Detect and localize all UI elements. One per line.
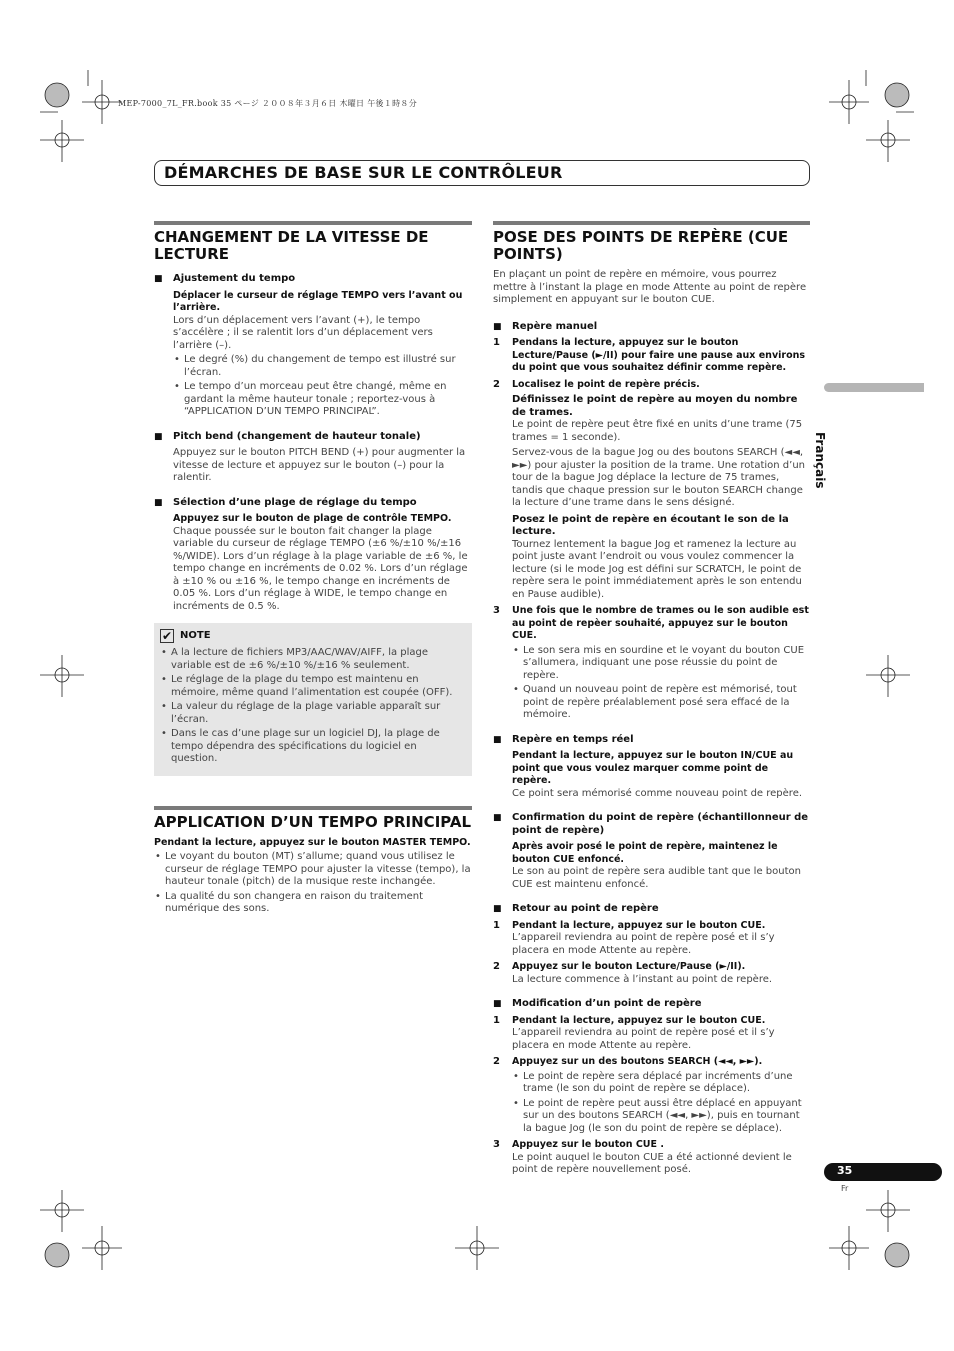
body-text: Ce point sera mémorisé comme nouveau point de repère.	[512, 787, 803, 799]
step-instruction: Appuyez sur un des boutons SEARCH (◄◄, ►►).	[512, 1056, 763, 1067]
note-box	[154, 623, 472, 776]
step-number: 3	[493, 605, 500, 616]
note-list	[160, 647, 464, 766]
subhead-tempo-adjust: ■ Ajustement du tempo	[154, 273, 472, 286]
list-item: • La valeur du réglage de la plage variable apparaît sur l’écran.	[171, 701, 464, 726]
list-item: • Dans le cas d’une plage sur un logiciel DJ, la plage de tempo dépendra des spécifications du logiciel en question.	[171, 728, 464, 766]
subhead-pitch-bend: ■ Pitch bend (changement de hauteur tonale)	[154, 431, 472, 444]
step-instruction: Une fois que le nombre de trames ou le son audible est au point de repèer souhaité, appuyez sur le bouton CUE.	[512, 605, 809, 641]
step-number: 2	[493, 1056, 500, 1067]
section-title-master-tempo: APPLICATION D’UN TEMPO PRINCIPAL	[154, 812, 472, 831]
section-title-cue-points: POSE DES POINTS DE REPÈRE (CUE POINTS)	[493, 228, 789, 263]
step-instruction: Pendant la lecture, appuyez sur le bouton CUE.	[512, 1014, 766, 1026]
step-number: 1	[493, 919, 500, 931]
page-number: 35	[837, 1164, 853, 1177]
list-item: • Le réglage de la plage du tempo est maintenu en mémoire, même quand l’alimentation est coupée (OFF).	[171, 674, 464, 699]
instruction: Pendant la lecture, appuyez sur le bouton MASTER TEMPO.	[154, 836, 471, 848]
body-text: L’appareil reviendra au point de repère posé et il s’y placera en mode Attente au repère.	[512, 932, 775, 956]
step-number: 2	[493, 961, 500, 972]
list-item: • Quand un nouveau point de repère est mémorisé, tout point de repère préalablement posé sera effacé de la mémoire.	[523, 684, 810, 722]
step-number: 1	[493, 1014, 500, 1026]
body-text: Chaque poussée sur le bouton fait changer la plage variable du curseur de réglage TEMPO (±6 %/±10 %/±16 %/WIDE). Lors d’un réglage à la plage variable de ±6 %, le tempo change en incréments de 0.02 %. Lors d’un réglage à ±10 % ou ±16 %, le tempo change en incréments de 0.05 %. Lors d’un réglage à WIDE, le tempo change en incréments de 0.5 %.	[173, 525, 468, 612]
body-text: Servez-vous de la bague Jog ou des boutons SEARCH (◄◄, ►►) pour ajuster la position de la trame. Une rotation d’un tour de la bague Jog déplace la lecture de 75 trames, tandis que chaque pression sur le bouton SEARCH change la lecture d’une trame dans le sens désigné.	[512, 447, 806, 508]
body-text: Le point auquel le bouton CUE a été actionné devient le point de repère nouvellement posé.	[512, 1151, 792, 1175]
body-text: Le point de repère peut être fixé en units d’une trame (75 trames = 1 seconde).	[512, 419, 803, 443]
intro-text: En plaçant un point de repère en mémoire, vous pourrez mettre à l’instant la plage en mode Attente au point de repère simplement en appuyant sur le bouton CUE.	[493, 269, 807, 305]
list-item: • Le tempo d’un morceau peut être changé, même en gardant la même hauteur tonale ; reportez-vous à “APPLICATION D’UN TEMPO PRINCIPAL”.	[184, 381, 472, 419]
right-column	[493, 221, 810, 1177]
subhead-cue-sampler: ■ Confirmation du point de repère (échantillonneur de point de repère)	[493, 812, 810, 837]
bullet-list	[154, 851, 472, 916]
subhead-realtime-cue: ■ Repère en temps réel	[493, 734, 810, 747]
subhead-modify-cue: ■ Modification d’un point de repère	[493, 998, 810, 1011]
step-number: 3	[493, 1139, 500, 1150]
left-column	[154, 221, 472, 918]
body-text: Tournez lentement la bague Jog et ramenez la lecture au point juste avant l’endroit ou vous voulez commencer la lecture (si le mode Jog est défini sur SCRATCH, le point de repère sera le point immédiatement après le son entendu en Pause audible).	[512, 538, 802, 600]
step-instruction: Pendant la lecture, appuyez sur le bouton CUE.	[512, 919, 766, 931]
section-bar	[493, 221, 810, 225]
note-title: NOTE	[180, 629, 211, 641]
list-item: • Le point de repère sera déplacé par incréments d’une trame (le son du point de repère se déplace).	[523, 1071, 810, 1096]
body-text: L’appareil reviendra au point de repère posé et il s’y placera en mode Attente au repère.	[512, 1027, 775, 1051]
step-number: 2	[493, 378, 500, 390]
instruction: Pendant la lecture, appuyez sur le bouton IN/CUE au point que vous voulez marquer comme point de repère.	[512, 750, 794, 786]
subhead-return-cue: ■ Retour au point de repère	[493, 903, 810, 916]
step-instruction: Appuyez sur le bouton CUE .	[512, 1139, 664, 1150]
step-instruction: Localisez le point de repère précis.	[512, 378, 700, 390]
bullet-list	[493, 1071, 810, 1136]
page-language: Fr	[841, 1184, 849, 1193]
sub-instruction: Posez le point de repère en écoutant le son de la lecture.	[512, 513, 789, 537]
language-label: Français	[813, 432, 827, 489]
subhead-manual-cue: ■ Repère manuel	[493, 321, 810, 334]
section-bar	[154, 221, 472, 225]
print-header: MEP-7000_7L_FR.book 35 ページ ２００８年３月６日 木曜日 午後１時８分	[118, 99, 417, 108]
body-text: Appuyez sur le bouton PITCH BEND (+) pour augmenter la vitesse de lecture et appuyez sur le bouton (–) pour la ralentir.	[173, 447, 466, 483]
list-item: • Le son sera mis en sourdine et le voyant du bouton CUE s’allumera, indiquant une pose réussie du point de repère.	[523, 645, 810, 683]
instruction: Déplacer le curseur de réglage TEMPO vers l’avant ou l’arrière.	[173, 289, 463, 313]
body-text: La lecture commence à l’instant au point de repère.	[512, 973, 773, 985]
body-text: Le son au point de repère sera audible tant que le bouton CUE est maintenu enfoncé.	[512, 866, 801, 890]
body-text: Lors d’un déplacement vers l’avant (+), le tempo s’accélère ; il se ralentit lors d’un déplacement vers l’arrière (–).	[173, 314, 433, 351]
language-tab	[824, 383, 924, 392]
instruction: Appuyez sur le bouton de plage de contrôle TEMPO.	[173, 513, 452, 524]
section-bar	[154, 806, 472, 810]
subhead-tempo-range: ■ Sélection d’une plage de réglage du tempo	[154, 497, 472, 510]
instruction: Après avoir posé le point de repère, maintenez le bouton CUE enfoncé.	[512, 841, 778, 865]
step-instruction: Pendans la lecture, appuyez sur le bouton Lecture/Pause (►/II) pour faire une pause aux environs du point que vous souhaitez définir comme repère.	[512, 337, 806, 373]
check-icon: ✔	[161, 629, 173, 643]
chapter-title: DÉMARCHES DE BASE SUR LE CONTRÔLEUR	[164, 163, 563, 182]
list-item: • A la lecture de fichiers MP3/AAC/WAV/AIFF, la plage variable est de ±6 %/±10 %/±16 % seulement.	[171, 647, 464, 672]
bullet-list	[493, 645, 810, 722]
list-item: • Le voyant du bouton (MT) s’allume; quand vous utilisez le curseur de réglage TEMPO pour ajuster la vitesse (tempo), la hauteur tonale (pitch) de la musique reste inchangée.	[165, 851, 472, 889]
bullet-list	[154, 354, 472, 419]
list-item: • Le point de repère peut aussi être déplacé en appuyant sur un des boutons SEARCH (◄◄, ►►), puis en tournant la bague Jog (le son du point de repère se déplace).	[523, 1098, 810, 1136]
step-instruction: Appuyez sur le bouton Lecture/Pause (►/II).	[512, 961, 746, 972]
step-number: 1	[493, 337, 500, 348]
list-item: • Le degré (%) du changement de tempo est illustré sur l’écran.	[184, 354, 472, 379]
list-item: • La qualité du son changera en raison du traitement numérique des sons.	[165, 891, 472, 916]
sub-instruction: Définissez le point de repère au moyen du nombre de trames.	[512, 394, 798, 418]
section-title-tempo-change: CHANGEMENT DE LA VITESSE DE LECTURE	[154, 228, 429, 263]
